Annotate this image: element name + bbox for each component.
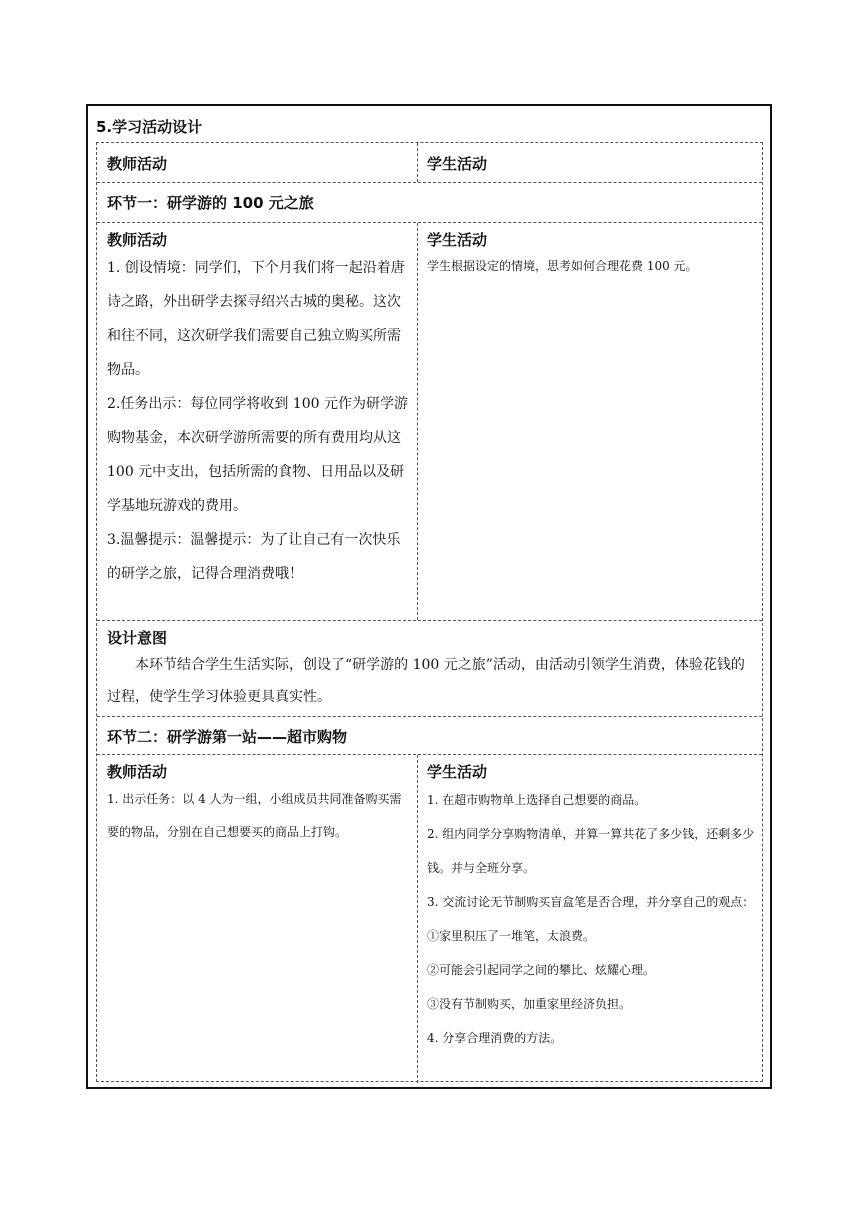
stage2-student-label: 学生活动 <box>427 763 488 781</box>
stage2-teacher-label: 教师活动 <box>107 763 168 781</box>
stage1-teacher-item-2: 2.任务出示：每位同学将收到 100 元作为研学游购物基金，本次研学游所需要的所有费用均从这 100 元中支出，包括所需的食物、日用品以及研学基地玩游戏的费用。 <box>107 396 408 514</box>
stage1-content-row <box>97 223 762 621</box>
header-student: 学生活动 <box>427 155 488 173</box>
stage1-student-cell <box>427 229 759 281</box>
stage1-title-row <box>97 183 762 223</box>
design-intent-text: 本环节结合学生生活实际，创设了“研学游的 100 元之旅”活动，由活动引领学生消费，体验花钱的过程，使学生学习体验更具真实性。 <box>107 657 745 705</box>
header-teacher: 教师活动 <box>107 155 168 173</box>
stage1-title <box>107 186 314 221</box>
stage2-student-item-1: 1. 在超市购物单上选择自己想要的商品。 <box>427 793 647 807</box>
design-intent-row <box>97 621 762 717</box>
stage1-title-text: 环节一：研学游的 100 元之旅 <box>107 194 314 212</box>
stage2-student-item-3: 3. 交流讨论无节制购买盲盒笔是否合理，并分享自己的观点： <box>427 895 755 909</box>
activity-design-table <box>86 104 772 1089</box>
stage1-student-text: 学生根据设定的情境，思考如何合理花费 100 元。 <box>427 259 698 273</box>
stage1-teacher-item-3: 3.温馨提示：温馨提示：为了让自己有一次快乐的研学之旅，记得合理消费哦！ <box>107 532 401 582</box>
stage2-student-item-4: ①家里积压了一堆笔，太浪费。 <box>427 929 596 943</box>
column-divider <box>417 755 418 1083</box>
stage2-student-cell <box>427 761 761 1055</box>
stage2-student-item-7: 4. 分享合理消费的方法。 <box>427 1031 563 1045</box>
design-intent-label: 设计意图 <box>107 629 168 647</box>
column-divider <box>417 143 418 182</box>
stage2-teacher-text: 1. 出示任务：以 4 人为一组，小组成员共同准备购买需要的物品，分别在自己想要买的商品上打钩。 <box>107 792 402 839</box>
stage1-teacher-label: 教师活动 <box>107 231 168 249</box>
stage1-teacher-cell <box>107 229 411 591</box>
stage2-content-row <box>97 755 762 1083</box>
stage2-title: 环节二：研学游第一站——超市购物 <box>107 728 348 746</box>
stage2-teacher-cell <box>107 761 411 849</box>
stage1-student-label: 学生活动 <box>427 231 488 249</box>
section-title: 5.学习活动设计 <box>96 118 203 136</box>
design-intent-cell <box>107 627 752 713</box>
stage1-teacher-item-1: 1. 创设情境：同学们，下个月我们将一起沿着唐诗之路，外出研学去探寻绍兴古城的奥秘。这次和往不同，这次研学我们需要自己独立购买所需物品。 <box>107 260 405 378</box>
stage2-title-row <box>97 717 762 755</box>
stage2-student-item-6: ③没有节制购买，加重家里经济负担。 <box>427 997 632 1011</box>
stage2-student-item-2: 2. 组内同学分享购物清单，并算一算共花了多少钱，还剩多少钱。并与全班分享。 <box>427 827 755 875</box>
column-divider <box>417 223 418 620</box>
inner-table <box>96 142 763 1082</box>
header-row <box>97 143 762 183</box>
stage2-student-item-5: ②可能会引起同学之间的攀比、炫耀心理。 <box>427 963 656 977</box>
